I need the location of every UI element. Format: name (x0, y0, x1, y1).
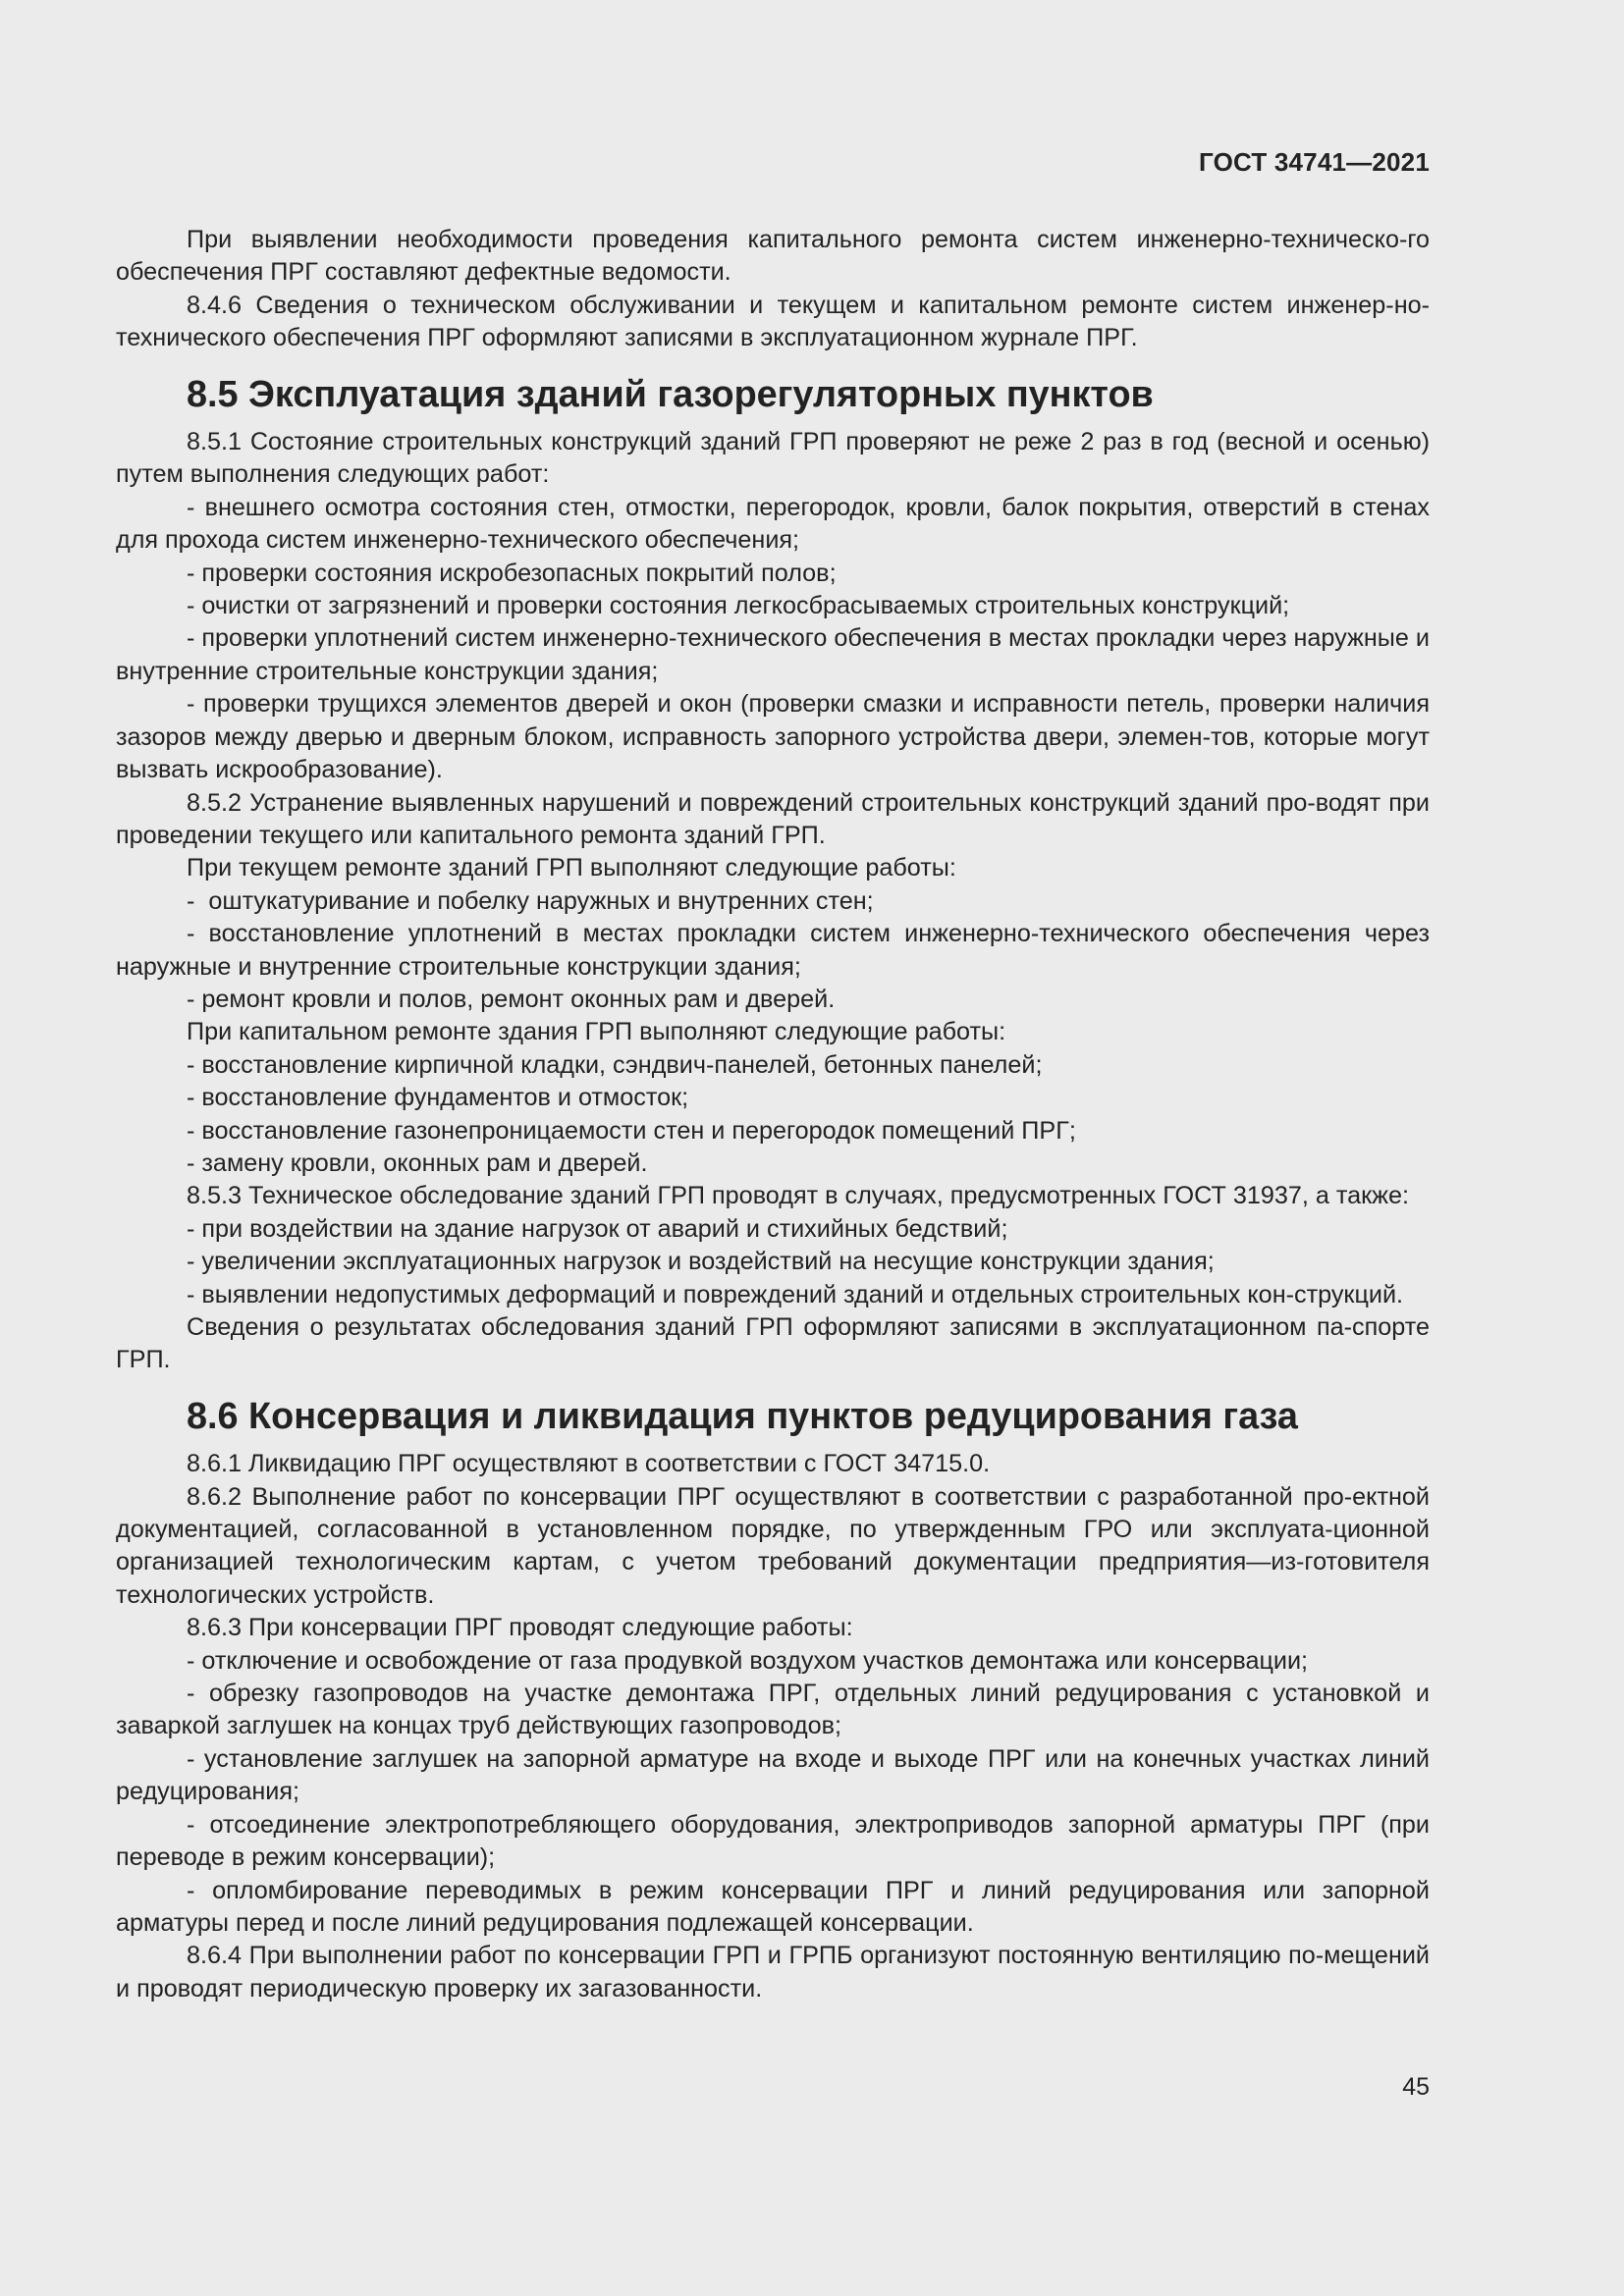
list-item: - установление заглушек на запорной арматуре на входе и выходе ПРГ или на конечных участках линий редуцирования; (116, 1744, 1436, 1806)
paragraph: 8.4.6 Сведения о техническом обслуживании и текущем и капитальном ремонте систем инженер-но-технического обеспечения ПРГ оформляют записями в эксплуатационном журнале ПРГ. (116, 291, 1430, 352)
list-item: - внешнего осмотра состояния стен, отмостки, перегородок, кровли, балок покрытия, отверстий в стенах для прохода систем инженерно-технического обеспечения; (116, 493, 1436, 555)
list-item: - обрезку газопроводов на участке демонтажа ПРГ, отдельных линий редуцирования с установкой и заваркой заглушек на концах труб действующих газопроводов; (116, 1680, 1436, 1740)
list-item: - опломбирование переводимых в режим консервации ПРГ и линий редуцирования или запорной арматуры перед и после линий редуцирования подлежащей консервации. (116, 1876, 1436, 1937)
list-item: - восстановление газонепроницаемости стен и перегородок помещений ПРГ; (187, 1116, 1076, 1145)
list-item: - отсоединение электропотребляющего оборудования, электроприводов запорной арматуры ПРГ (при переводе в режим консервации); (116, 1810, 1436, 1872)
paragraph: 8.6.2 Выполнение работ по консервации ПРГ осуществляют в соответствии с разработанной про-ектной документацией, согласованной в установленном порядке, по утвержденным ГРО или эксплуата-ционной организацией технологическим картам, с учетом требований документации предприятия—из-готовителя технологических устройств. (116, 1482, 1436, 1609)
list-item: - проверки состояния искробезопасных покрытий полов; (187, 559, 837, 587)
list-item: - увеличении эксплуатационных нагрузок и воздействий на несущие конструкции здания; (187, 1248, 1215, 1276)
paragraph: 8.5.2 Устранение выявленных нарушений и повреждений строительных конструкций зданий про-водят при проведении текущего или капитального ремонта зданий ГРП. (116, 788, 1436, 849)
list-item: - ремонт кровли и полов, ремонт оконных рам и дверей. (187, 985, 836, 1013)
list-item: - отключение и освобождение от газа продувкой воздухом участков демонтажа или консервации; (187, 1646, 1309, 1675)
paragraph: При выявлении необходимости проведения капитального ремонта систем инженерно-техническо-го обеспечения ПРГ составляют дефектные ведомости. (116, 226, 1436, 287)
list-item: - оштукатуривание и побелку наружных и внутренних стен; (187, 886, 874, 915)
list-item: - при воздействии на здание нагрузок от аварий и стихийных бедствий; (187, 1214, 1008, 1243)
section-heading: 8.5 Эксплуатация зданий газорегуляторных пунктов (187, 373, 1154, 415)
list-item: - восстановление кирпичной кладки, сэндвич-панелей, бетонных панелей; (187, 1050, 1043, 1079)
paragraph: 8.5.1 Состояние строительных конструкций зданий ГРП проверяют не реже 2 раз в год (весной и осенью) путем выполнения следующих работ: (116, 428, 1436, 489)
paragraph: При капитальном ремонте здания ГРП выполняют следующие работы: (187, 1018, 1006, 1046)
document-header: ГОСТ 34741—2021 (1199, 147, 1430, 177)
section-heading: 8.6 Консервация и ликвидация пунктов редуцирования газа (187, 1395, 1298, 1437)
list-item: - замену кровли, оконных рам и дверей. (187, 1148, 648, 1177)
paragraph: 8.6.3 При консервации ПРГ проводят следующие работы: (187, 1614, 853, 1642)
list-item: - очистки от загрязнений и проверки состояния легкосбрасываемых строительных конструкций; (187, 592, 1290, 620)
paragraph: Сведения о результатах обследования зданий ГРП оформляют записями в эксплуатационном па-спорте ГРП. (116, 1313, 1436, 1374)
list-item: - выявлении недопустимых деформаций и повреждений зданий и отдельных строительных кон-струкций. (187, 1280, 1404, 1308)
list-item: - проверки уплотнений систем инженерно-технического обеспечения в местах прокладки через наружные и внутренние строительные конструкции здания; (116, 624, 1436, 685)
paragraph: 8.5.3 Техническое обследование зданий ГРП проводят в случаях, предусмотренных ГОСТ 31937, а также: (187, 1182, 1410, 1210)
paragraph: 8.6.4 При выполнении работ по консервации ГРП и ГРПБ организуют постоянную вентиляцию по-мещений и проводят периодическую проверку их загазованности. (116, 1942, 1436, 2002)
page-number: 45 (1402, 2073, 1430, 2101)
list-item: - восстановление уплотнений в местах прокладки систем инженерно-технического обеспечения через наружные и внутренние строительные конструкции здания; (116, 920, 1436, 981)
paragraph: 8.6.1 Ликвидацию ПРГ осуществляют в соответствии с ГОСТ 34715.0. (187, 1450, 991, 1478)
paragraph: При текущем ремонте зданий ГРП выполняют следующие работы: (187, 854, 956, 882)
list-item: - проверки трущихся элементов дверей и окон (проверки смазки и исправности петель, проверки наличия зазоров между дверью и дверным блоком, исправность запорного устройства двери, элемен-тов, которые могут вызвать искрообразование). (116, 690, 1436, 784)
list-item: - восстановление фундаментов и отмосток; (187, 1084, 689, 1112)
document-body (116, 224, 1436, 2005)
